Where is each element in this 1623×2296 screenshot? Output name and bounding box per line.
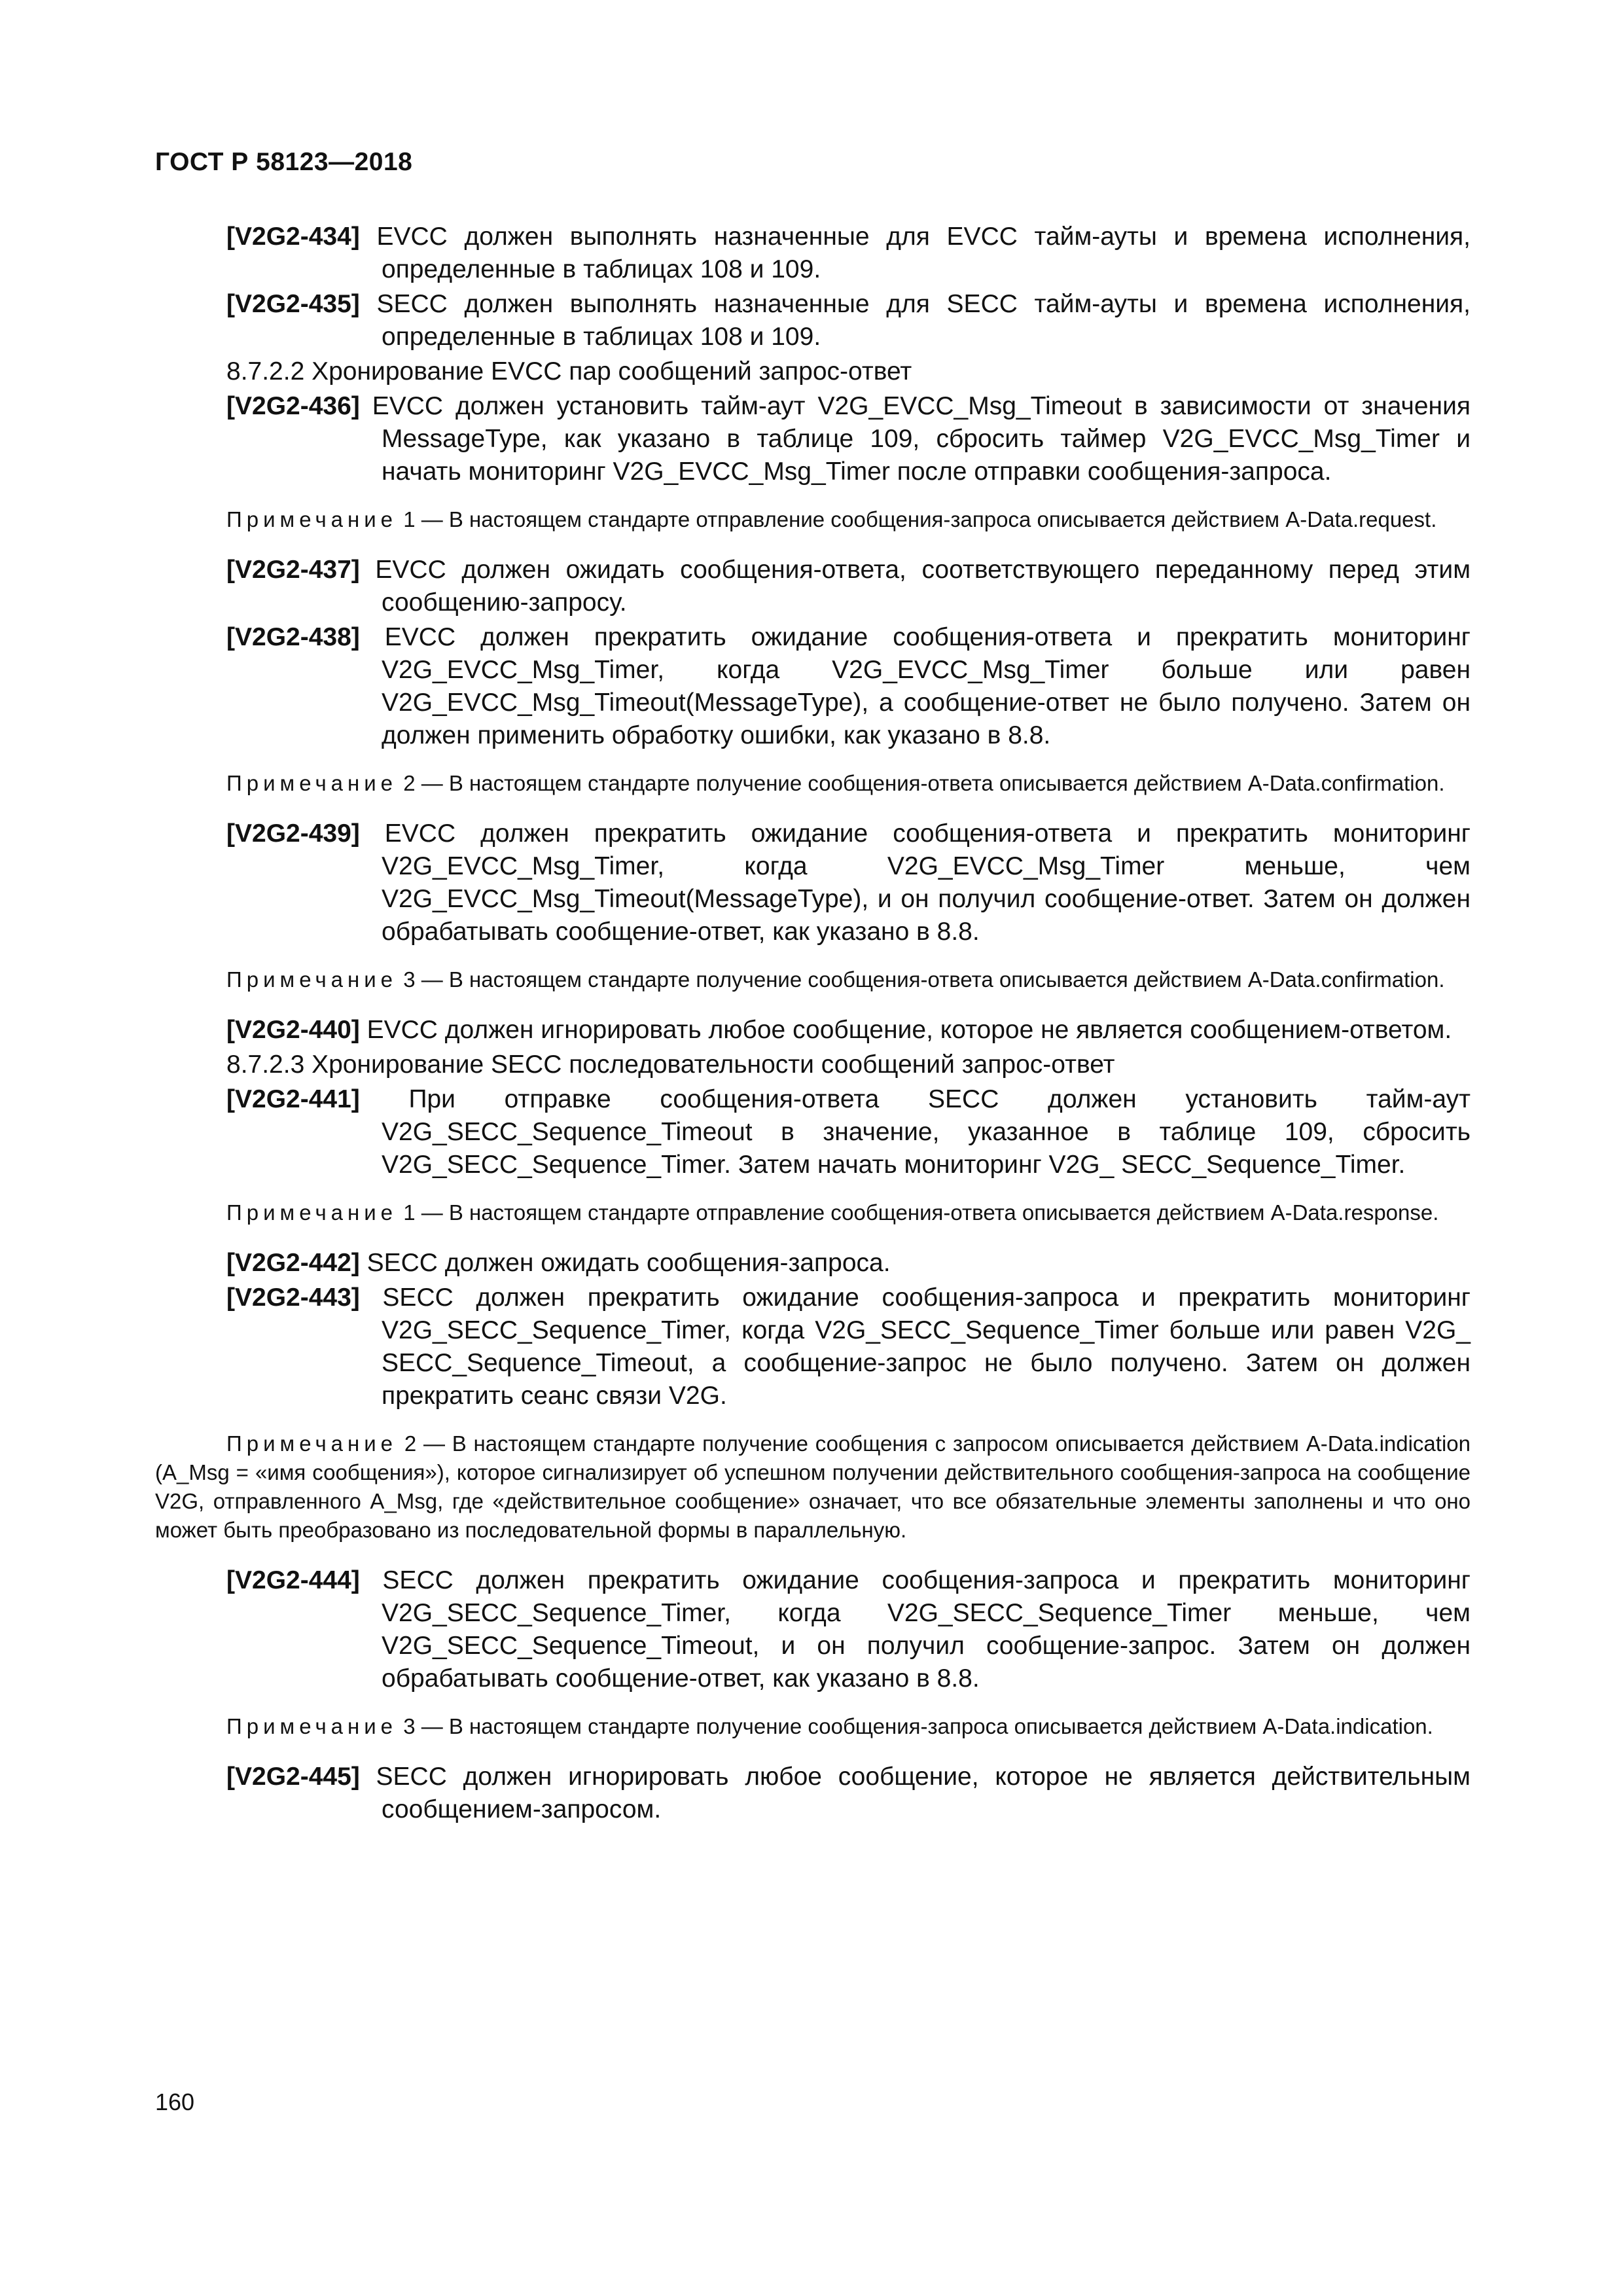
requirement-id: [V2G2-443] <box>226 1283 360 1312</box>
note-label: Примечание <box>226 1200 398 1225</box>
note-label: Примечание <box>226 771 398 795</box>
section-subheading: 8.7.2.2 Хронирование EVCC пар сообщений запрос-ответ <box>226 357 912 386</box>
requirement-id: [V2G2-434] <box>226 223 360 251</box>
requirement-text: SECC должен выполнять назначенные для SECC тайм-ауты и времена исполнения, определенные в таблицах 108 и 109. <box>376 290 1471 351</box>
note-paragraph <box>155 1712 1471 1741</box>
requirement-paragraph <box>155 1014 1471 1047</box>
note-text: 2 — В настоящем стандарте получение сообщения с запросом описывается действием A-Data.indication (A_Msg = «имя сообщения»), которое сигнализирует об успешном получении действительного сообщения-запроса на сообщение V2G, отправленного A_Msg, где «действительное сообщение» означает, что все обязательные элементы заполнены и что оно может быть преобразовано из последовательной формы в параллельную. <box>155 1431 1471 1542</box>
requirement-id: [V2G2-445] <box>226 1763 360 1791</box>
note-text: 1 — В настоящем стандарте отправление сообщения-запроса описывается действием A-Data.request. <box>403 507 1437 531</box>
requirement-paragraph <box>155 1247 1471 1280</box>
requirement-text: EVCC должен ожидать сообщения-ответа, соответствующего переданному перед этим сообщению-запросу. <box>375 556 1471 617</box>
note-paragraph <box>155 1198 1471 1227</box>
requirement-text: EVCC должен прекратить ожидание сообщения-ответа и прекратить мониторинг V2G_EVCC_Msg_Timer, когда V2G_EVCC_Msg_Timer меньше, чем V2G_EVCC_Msg_Timeout(MessageType), и он получил сообщение-ответ. Затем он должен обрабатывать сообщение-ответ, как указано в 8.8. <box>382 819 1471 946</box>
requirement-text: EVCC должен прекратить ожидание сообщения-ответа и прекратить мониторинг V2G_EVCC_Msg_Timer, когда V2G_EVCC_Msg_Timer больше или равен V2G_EVCC_Msg_Timeout(MessageType), а сообщение-ответ не было получено. Затем он должен применить обработку ошибки, как указано в 8.8. <box>382 623 1471 749</box>
note-text: 1 — В настоящем стандарте отправление сообщения-ответа описывается действием A-Data.response. <box>403 1200 1439 1225</box>
requirement-id: [V2G2-444] <box>226 1566 360 1594</box>
requirement-text: При отправке сообщения-ответа SECC должен установить тайм-аут V2G_SECC_Sequence_Timeout в значение, указанное в таблице 109, сбросить V2G_SECC_Sequence_Timer. Затем начать мониторинг V2G_ SECC_Sequence_Timer. <box>382 1085 1471 1179</box>
note-text: 2 — В настоящем стандарте получение сообщения-ответа описывается действием A-Data.confirmation. <box>403 771 1445 795</box>
requirement-text: SECC должен игнорировать любое сообщение, которое не является действительным сообщением-запросом. <box>376 1763 1471 1823</box>
requirement-paragraph <box>155 1282 1471 1412</box>
note-paragraph <box>155 505 1471 534</box>
note-paragraph <box>155 769 1471 798</box>
requirement-id: [V2G2-442] <box>226 1249 360 1277</box>
requirement-text: SECC должен ожидать сообщения-запроса. <box>366 1249 891 1277</box>
requirement-text: SECC должен прекратить ожидание сообщения-запроса и прекратить мониторинг V2G_SECC_Sequence_Timer, когда V2G_SECC_Sequence_Timer меньше, чем V2G_SECC_Sequence_Timeout, и он получил сообщение-запрос. Затем он должен обрабатывать сообщение-ответ, как указано в 8.8. <box>382 1566 1471 1693</box>
requirement-paragraph <box>155 221 1471 286</box>
page-number: 160 <box>155 2089 195 2115</box>
note-label: Примечание <box>226 1431 398 1456</box>
requirement-text: EVCC должен установить тайм-аут V2G_EVCC_Msg_Timeout в зависимости от значения MessageType, как указано в таблице 109, сбросить таймер V2G_EVCC_Msg_Timer и начать мониторинг V2G_EVCC_Msg_Timer после отправки сообщения-запроса. <box>372 392 1471 486</box>
note-text: 3 — В настоящем стандарте получение сообщения-ответа описывается действием A-Data.confirmation. <box>403 967 1445 992</box>
requirement-id: [V2G2-435] <box>226 290 360 318</box>
requirement-id: [V2G2-440] <box>226 1016 360 1044</box>
note-paragraph <box>155 965 1471 994</box>
requirement-paragraph <box>155 1564 1471 1695</box>
document-header: ГОСТ Р 58123—2018 <box>155 148 413 176</box>
requirement-paragraph <box>155 1761 1471 1826</box>
requirement-paragraph <box>155 288 1471 353</box>
requirement-paragraph <box>155 621 1471 752</box>
requirement-id: [V2G2-437] <box>226 556 360 584</box>
requirement-text: EVCC должен игнорировать любое сообщение, которое не является сообщением-ответом. <box>366 1016 1452 1044</box>
document-body <box>155 221 1471 1828</box>
requirement-id: [V2G2-438] <box>226 623 360 651</box>
note-label: Примечание <box>226 507 398 531</box>
requirement-text: SECC должен прекратить ожидание сообщения-запроса и прекратить мониторинг V2G_SECC_Sequence_Timer, когда V2G_SECC_Sequence_Timer больше или равен V2G_ SECC_Sequence_Timeout, а сообщение-запрос не было получено. Затем он должен прекратить сеанс связи V2G. <box>382 1283 1471 1410</box>
note-text: 3 — В настоящем стандарте получение сообщения-запроса описывается действием A-Data.indication. <box>403 1714 1433 1738</box>
requirement-id: [V2G2-436] <box>226 392 360 420</box>
note-label: Примечание <box>226 967 398 992</box>
requirement-text: EVCC должен выполнять назначенные для EVCC тайм-ауты и времена исполнения, определенные в таблицах 108 и 109. <box>376 223 1471 283</box>
note-paragraph <box>155 1429 1471 1545</box>
requirement-paragraph <box>155 554 1471 619</box>
requirement-paragraph <box>155 390 1471 488</box>
requirement-paragraph <box>155 1083 1471 1181</box>
section-subheading: 8.7.2.3 Хронирование SECC последовательности сообщений запрос-ответ <box>226 1050 1115 1079</box>
requirement-paragraph <box>155 817 1471 948</box>
note-label: Примечание <box>226 1714 398 1738</box>
requirement-id: [V2G2-439] <box>226 819 360 848</box>
requirement-id: [V2G2-441] <box>226 1085 360 1113</box>
